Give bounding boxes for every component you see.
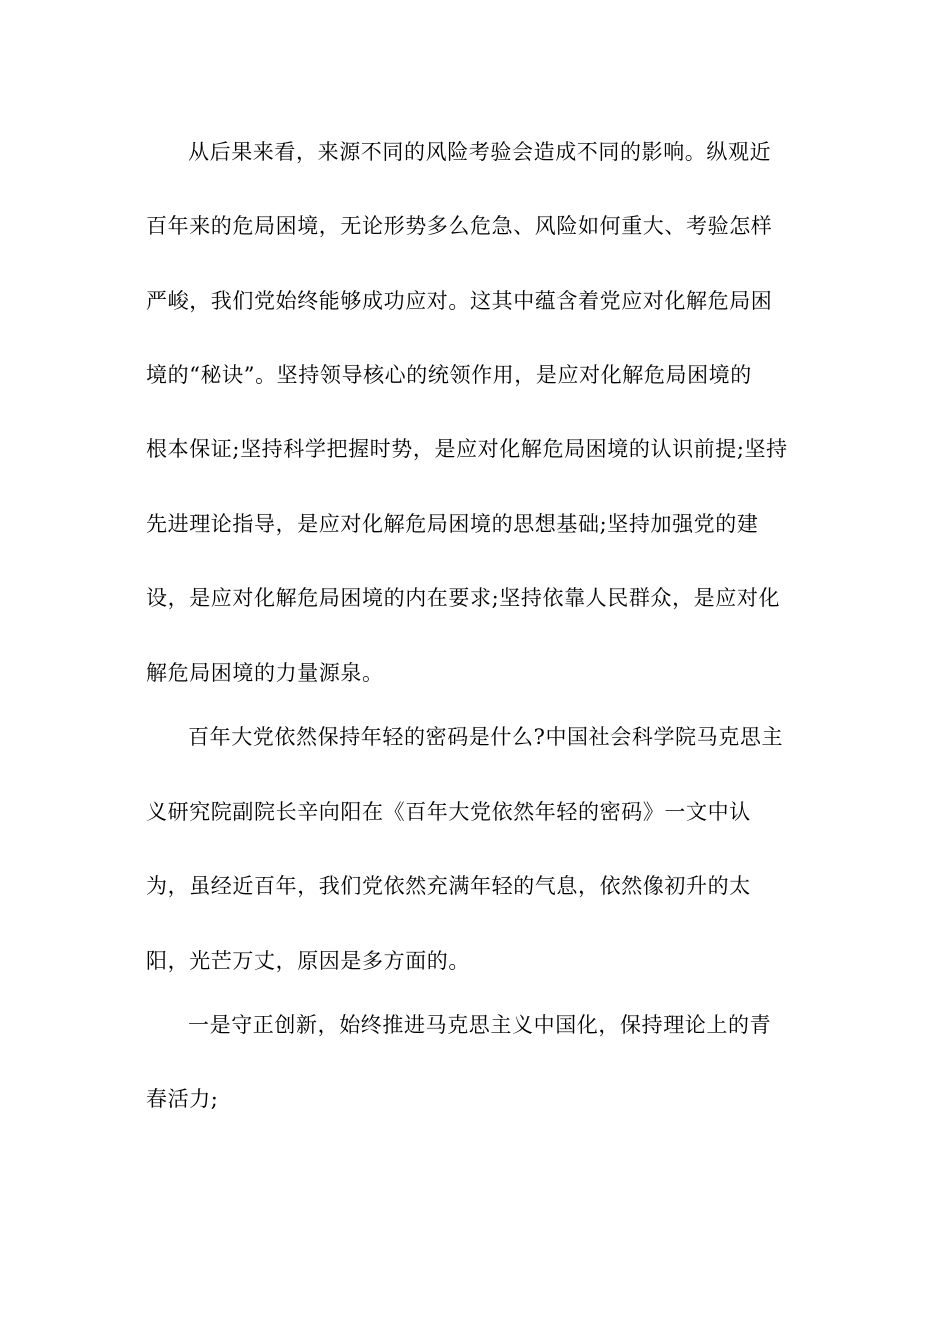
paragraph-2-line-4: 阳，光芒万丈，原因是多方面的。 <box>146 949 470 973</box>
paragraph-1-line-2: 百年来的危局困境，无论形势多么危急、风险如何重大、考验怎样 <box>146 214 773 238</box>
paragraph-2-line-1: 百年大党依然保持年轻的密码是什么?中国社会科学院马克思主 <box>188 725 784 749</box>
paragraph-3-line-2: 春活力; <box>146 1087 219 1111</box>
paragraph-1-line-3: 严峻，我们党始终能够成功应对。这其中蕴含着党应对化解危局困 <box>146 289 773 313</box>
paragraph-3-line-1: 一是守正创新，始终推进马克思主义中国化，保持理论上的青 <box>188 1013 772 1037</box>
paragraph-1-line-6: 先进理论指导，是应对化解危局困境的思想基础;坚持加强党的建 <box>146 512 759 536</box>
paragraph-1-line-4: 境的“秘诀”。坚持领导核心的统领作用，是应对化解危局困境的 <box>146 363 752 387</box>
paragraph-2-line-3: 为，虽经近百年，我们党依然充满年轻的气息，依然像初升的太 <box>146 874 751 898</box>
paragraph-1-line-5: 根本保证;坚持科学把握时势，是应对化解危局困境的认识前提;坚持 <box>146 437 788 461</box>
paragraph-1-line-7: 设，是应对化解危局困境的内在要求;坚持依靠人民群众，是应对化 <box>146 586 781 610</box>
paragraph-1-line-1: 从后果来看，来源不同的风险考验会造成不同的影响。纵观近 <box>188 140 772 164</box>
paragraph-2-line-2: 义研究院副院长辛向阳在《百年大党依然年轻的密码》一文中认 <box>146 800 751 824</box>
paragraph-1-line-8: 解危局困境的力量源泉。 <box>146 661 384 685</box>
